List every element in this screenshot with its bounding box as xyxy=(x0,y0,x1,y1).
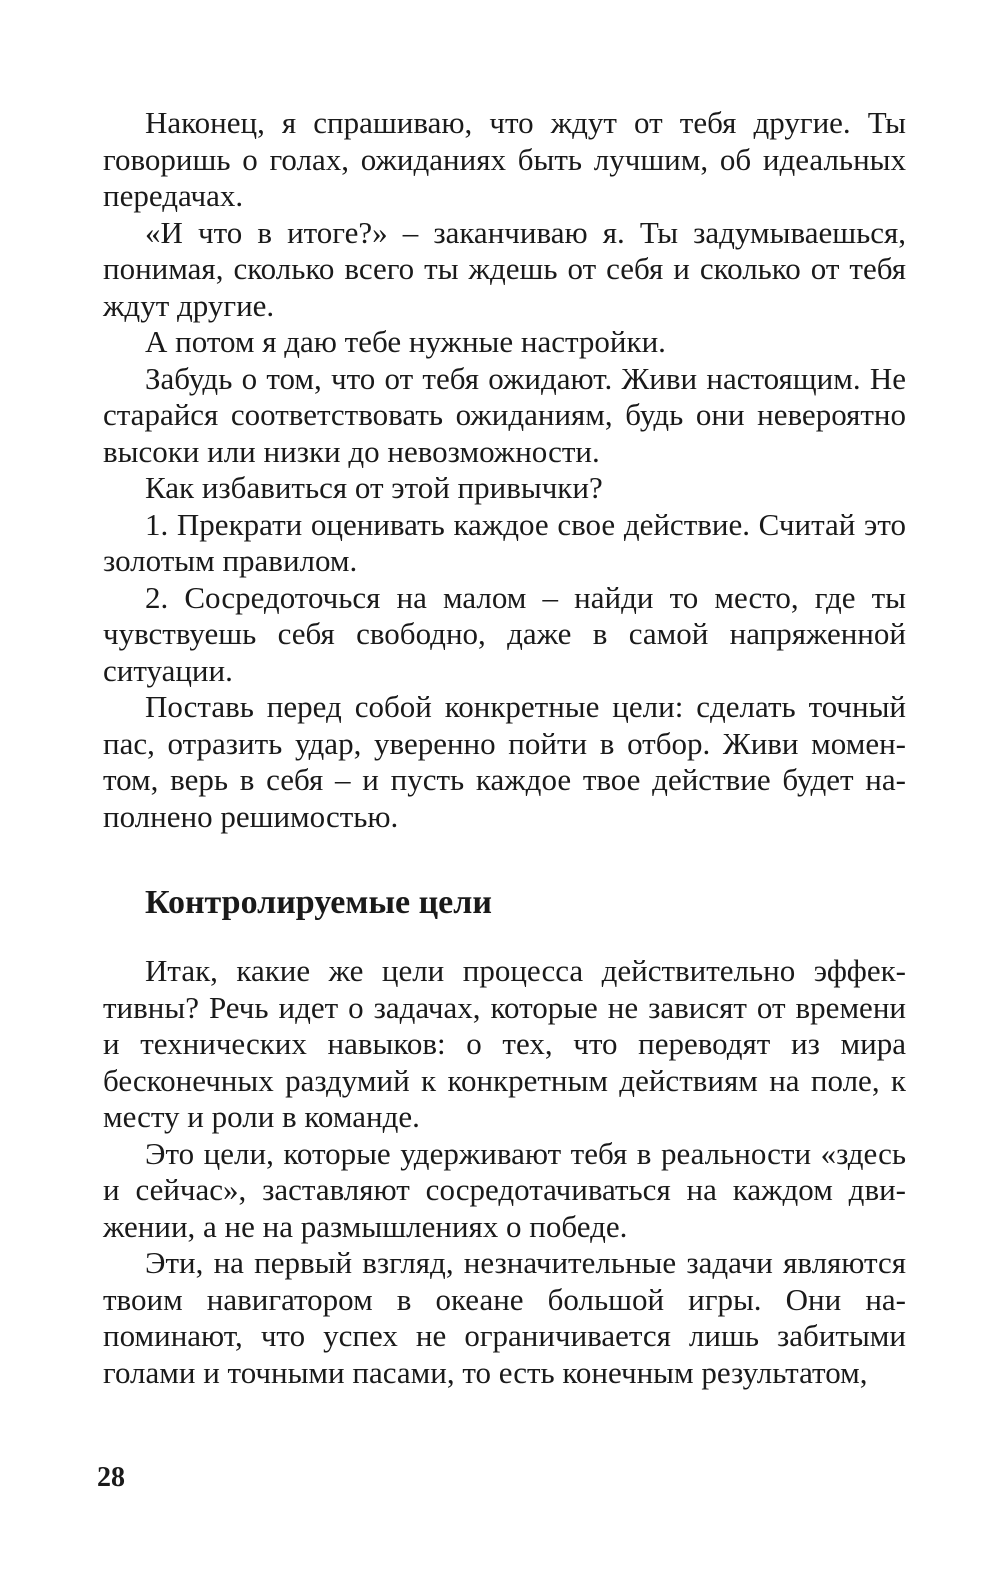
page-number: 28 xyxy=(97,1462,125,1493)
paragraph: Это цели, которые удерживают тебя в реальности «здесь и сейчас», заставляют сосредотачиваться на каждом движении, а не на размышлениях о победе. xyxy=(103,1135,906,1244)
paragraph: А потом я даю тебе нужные настройки. xyxy=(145,324,666,359)
paragraph: Наконец, я спрашиваю, что ждут от тебя другие. Ты говоришь о голах, ожиданиях быть лучшим, об идеальных передачах. xyxy=(103,105,906,213)
paragraph: Итак, какие же цели процесса действительно эффективны? Речь идет о задачах, которые не зависят от времени и технических навыков: о тех, что переводят из мира бесконечных раздумий к конкретным действиям на поле, к месту и роли в команде. xyxy=(103,953,906,1134)
paragraph: «И что в итоге?» – заканчиваю я. Ты задумываешься, понимая, сколько всего ты ждешь от себя и сколько от тебя ждут другие. xyxy=(103,214,906,323)
paragraph: Поставь перед собой конкретные цели: сделать точный пас, отразить удар, уверенно пойти в отбор. Живи моментом, верь в себя – и пусть каждое твое действие будет наполнено решимостью. xyxy=(103,689,906,834)
paragraph: Забудь о том, что от тебя ожидают. Живи настоящим. Не старайся соответствовать ожиданиям, будь они невероятно высоки или низки до невозможности. xyxy=(103,360,906,469)
paragraph: Как избавиться от этой привычки? xyxy=(145,470,603,505)
list-item: 1. Прекрати оценивать каждое свое действие. Считай это золотым правилом. xyxy=(103,506,906,578)
section-body xyxy=(103,953,906,1391)
list-item: 2. Сосредоточься на малом – найди то место, где ты чувствуешь себя свободно, даже в самой напряженной ситуации. xyxy=(103,579,906,688)
section-heading: Контролируемые цели xyxy=(145,884,492,921)
paragraph: Эти, на первый взгляд, незначительные задачи являются твоим навигатором в океане большой игры. Они напоминают, что успех не ограничивается лишь забитыми голами и точными пасами, то есть конечным результатом, xyxy=(103,1245,906,1390)
page-content xyxy=(103,105,906,1391)
